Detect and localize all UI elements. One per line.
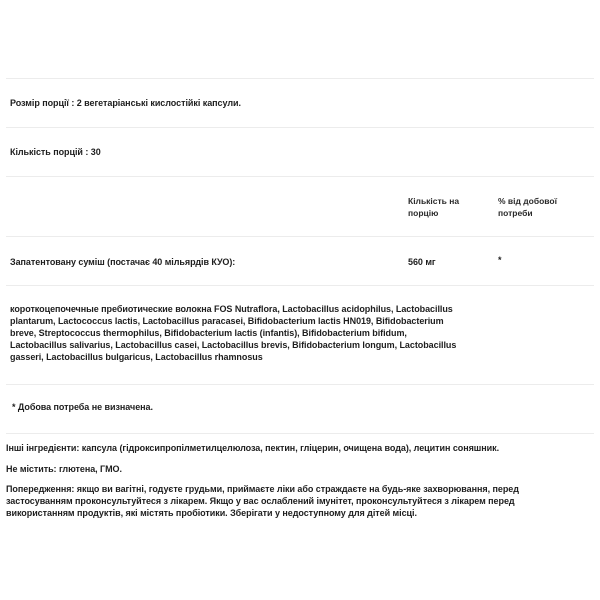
column-header-daily-value: % від добової потреби [498,196,557,218]
ingredient-amount: 560 мг [408,257,436,267]
column-header-amount: Кількість на порцію [408,196,460,218]
servings-count: Кількість порцій : 30 [10,147,101,157]
divider [6,176,594,177]
footnote: * Добова потреба не визначена. [12,402,153,412]
other-ingredients: Інші інгредієнти: капсула (гідроксипропілметилцелюлоза, пектин, гліцерин, очищена вода), лецитин соняшник. [6,443,500,453]
divider [6,78,594,79]
free-of: Не містить: глютена, ГМО. [6,464,122,474]
serving-size: Розмір порції : 2 вегетаріанські кислостійкі капсули. [10,98,241,108]
blend-ingredients: короткоцепочечные пребиотические волокна FOS Nutraflora, Lactobacillus acidophilus, Lactobacillus plantarum, Lactococcus lactis, Lactobacillus paracasei, Bifidobacterium lactis HN019, Bifidobacterium breve, Streptococcus thermophilus, Bifidobacterium lactis (infantis), Bifidobacterium bifidum, Lactobacillus salivarius, Lactobacillus casei, Lactobacillus brevis, Bifidobacterium longum, Lactobacillus gasseri, Lactobacillus bulgaricus, Lactobacillus rhamnosus [10,304,457,362]
ingredient-name: Запатентовану суміш (постачає 40 мільярдів КУО): [10,257,236,267]
divider [6,384,594,385]
warning-text: Попередження: якщо ви вагітні, годуєте грудьми, приймаєте ліки або страждаєте на будь-яке захворювання, перед застосуванням проконсультуйтеся з лікарем. Якщо у вас ослаблений імунітет, проконсультуйтеся з лікарем перед використанням продуктів, які містять пробіотики. Зберігати у недоступному для дітей місці. [6,484,519,518]
divider [6,433,594,434]
divider [6,285,594,286]
divider [6,127,594,128]
ingredient-daily-value: * [498,255,502,265]
divider [6,236,594,237]
